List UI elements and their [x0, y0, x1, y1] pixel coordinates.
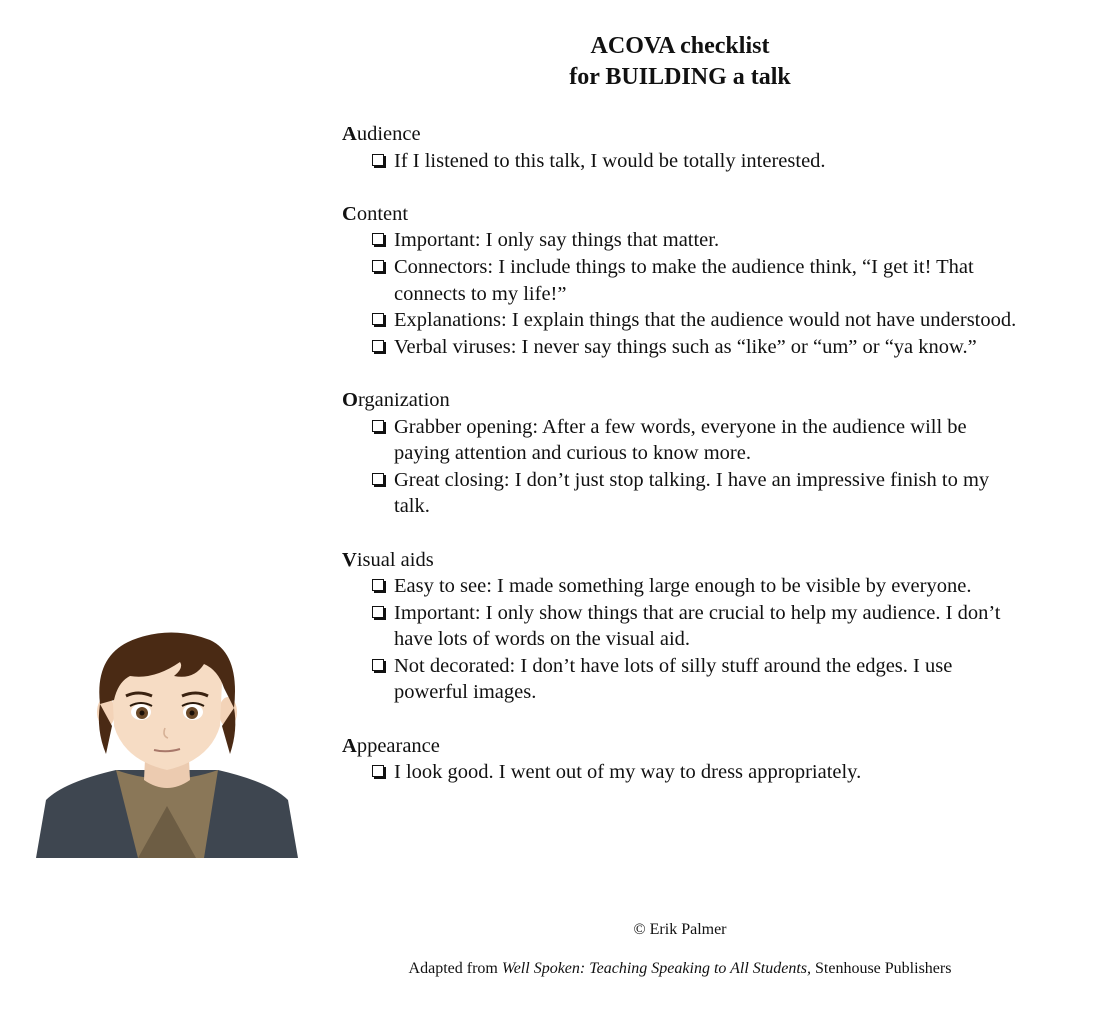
checklist-item: I look good. I went out of my way to dress appropriately. — [342, 759, 1042, 786]
checklist-item: Not decorated: I don’t have lots of silly stuff around the edges. I use powerful images. — [342, 653, 1042, 706]
section-appearance — [342, 733, 1042, 786]
checklist-item: Great closing: I don’t just stop talking. I have an impressive finish to my talk. — [342, 467, 1042, 520]
checkbox-icon[interactable] — [372, 606, 384, 618]
section-audience — [342, 121, 1042, 174]
checklist-item: Connectors: I include things to make the audience think, “I get it! That connects to my life!” — [342, 254, 1042, 307]
checkbox-icon[interactable] — [372, 154, 384, 166]
checkbox-icon[interactable] — [372, 659, 384, 671]
checkbox-icon[interactable] — [372, 260, 384, 272]
section-content — [342, 201, 1042, 361]
title-line-2: for BUILDING a talk — [569, 64, 791, 90]
checklist-item: Grabber opening: After a few words, everyone in the audience will be paying attention and curious to know more. — [342, 414, 1042, 467]
checklist-item: Easy to see: I made something large enough to be visible by everyone. — [342, 573, 1042, 600]
section-heading: Content — [342, 202, 409, 225]
checklist-item: Explanations: I explain things that the audience would not have understood. — [342, 307, 1042, 334]
checkbox-icon[interactable] — [372, 420, 384, 432]
checkbox-icon[interactable] — [372, 579, 384, 591]
page-title — [480, 31, 880, 93]
copyright: © Erik Palmer — [633, 921, 727, 938]
section-visual-aids — [342, 547, 1042, 707]
checklist-item: Verbal viruses: I never say things such as “like” or “um” or “ya know.” — [342, 334, 1042, 361]
checkbox-icon[interactable] — [372, 765, 384, 777]
title-line-1: ACOVA checklist — [590, 33, 770, 59]
section-heading: Appearance — [342, 734, 440, 757]
source-credit: Adapted from Well Spoken: Teaching Speaking to All Students, Stenhouse Publishers — [408, 960, 952, 977]
checkbox-icon[interactable] — [372, 313, 384, 325]
checkbox-icon[interactable] — [372, 340, 384, 352]
checkbox-icon[interactable] — [372, 473, 384, 485]
checklist-item: Important: I only show things that are crucial to help my audience. I don’t have lots of words on the visual aid. — [342, 600, 1042, 653]
section-heading: Visual aids — [342, 548, 434, 571]
checklist — [342, 121, 1042, 812]
section-heading: Organization — [342, 388, 450, 411]
section-organization — [342, 387, 1042, 520]
checklist-item: Important: I only say things that matter. — [342, 227, 1042, 254]
checklist-item: If I listened to this talk, I would be totally interested. — [342, 148, 1042, 175]
checkbox-icon[interactable] — [372, 233, 384, 245]
avatar-illustration — [34, 630, 300, 858]
section-heading: Audience — [342, 123, 421, 145]
